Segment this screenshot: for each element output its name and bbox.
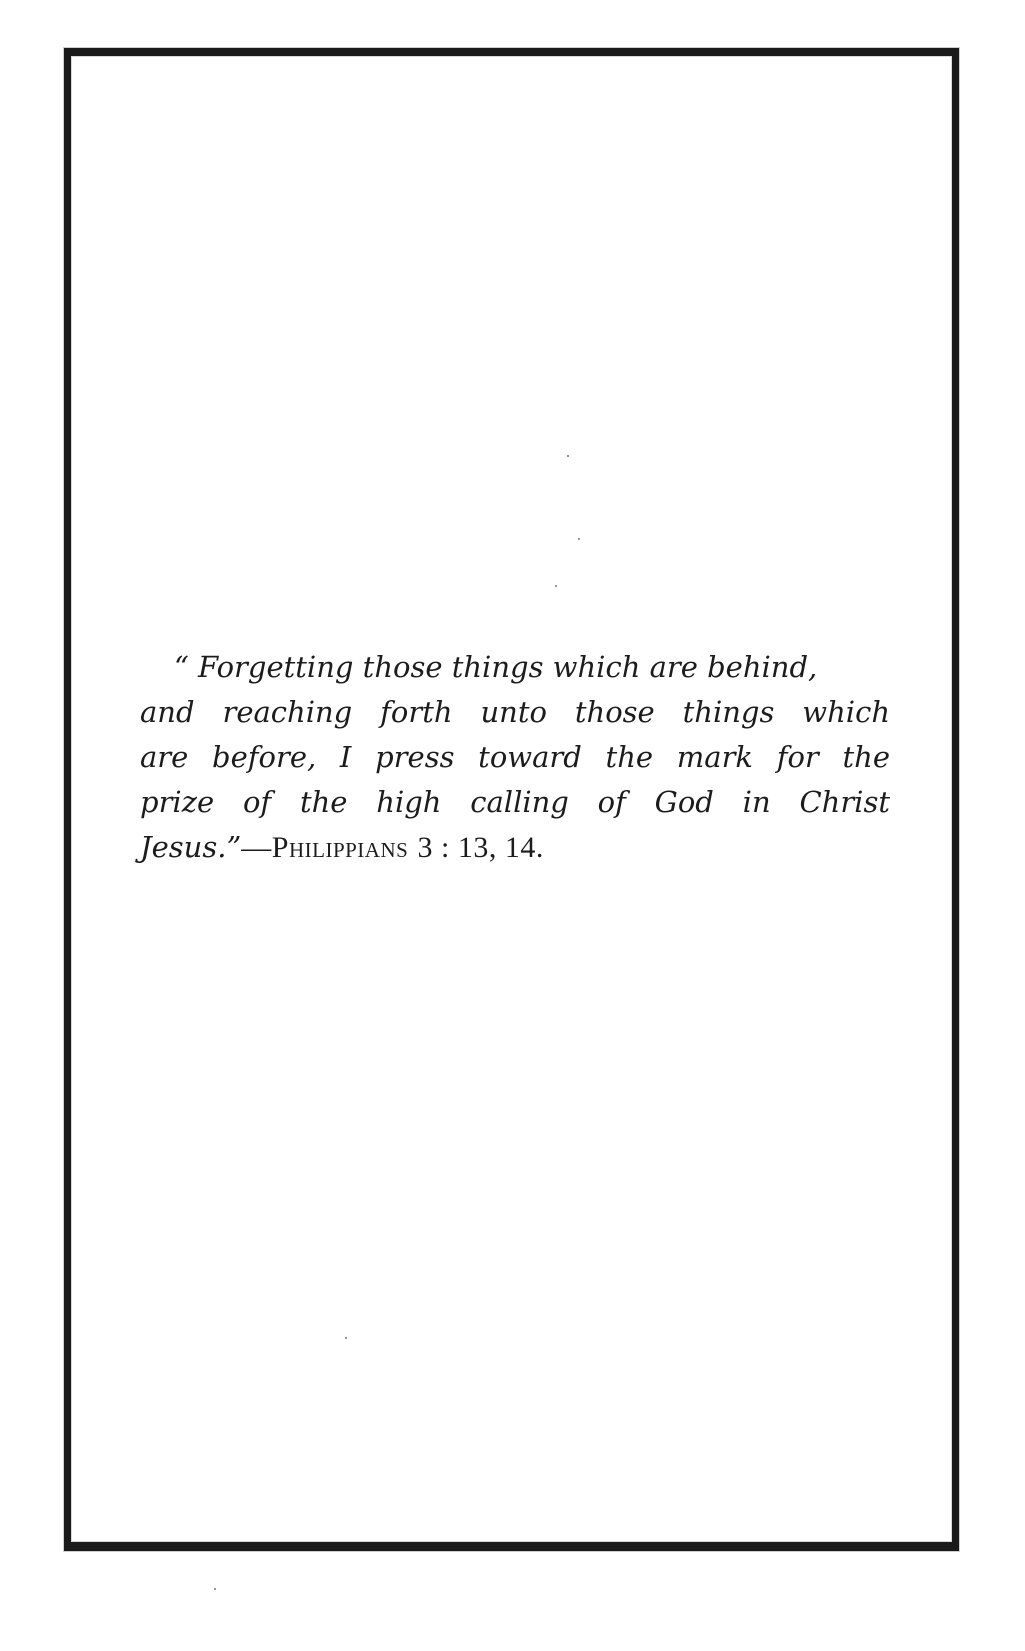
epigraph-last-line: [140, 825, 890, 870]
citation-dash: —: [241, 831, 272, 864]
paper-speck: [555, 585, 557, 587]
epigraph-line: “ Forgetting those things which are behind,: [174, 650, 818, 684]
citation-reference: 3 : 13, 14.: [417, 831, 544, 864]
paper-speck: [214, 1588, 216, 1590]
citation-book: Philippians: [271, 831, 409, 864]
epigraph-line: and reaching forth unto those things which: [140, 695, 890, 729]
paper-speck: [345, 1337, 347, 1339]
paper-speck: [567, 455, 569, 457]
epigraph-line: Jesus.”: [140, 830, 242, 864]
paper-speck: [578, 538, 580, 540]
epigraph-line: prize of the high calling of God in Christ: [140, 785, 890, 819]
epigraph-quote: [140, 645, 890, 870]
epigraph-line: are before, I press toward the mark for the: [140, 740, 890, 774]
